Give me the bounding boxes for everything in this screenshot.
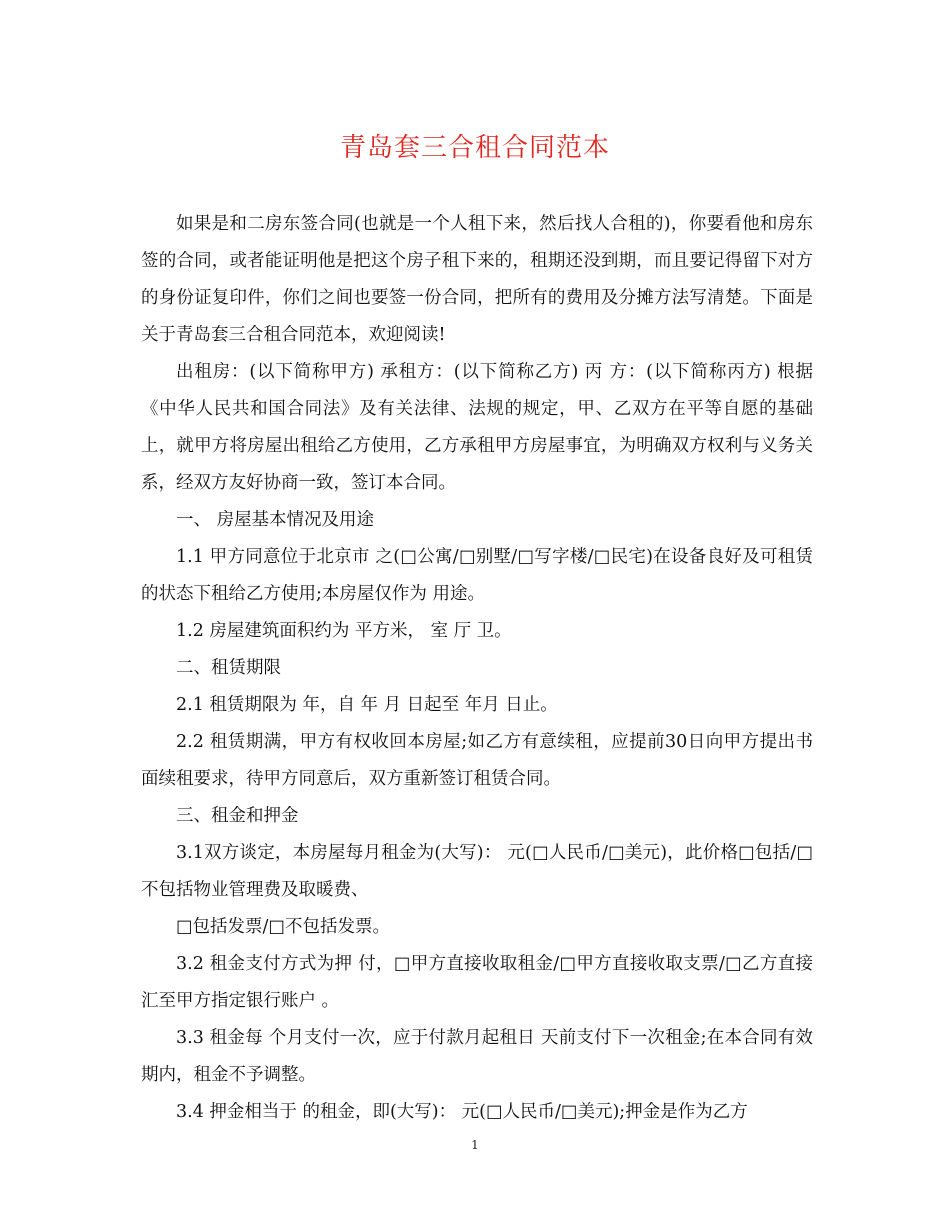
paragraph-intro: 如果是和二房东签合同(也就是一个人租下来，然后找人合租的)，你要看他和房东签的合同，或者能证明他是把这个房子租下来的，租期还没到期，而且要记得留下对方的身份证复印件，你们之间也要签一份合同，把所有的费用及分摊方法写清楚。下面是关于青岛套三合租合同范本，欢迎阅读!	[141, 214, 813, 345]
section-heading-2: 二、租赁期限	[176, 658, 281, 678]
clause-2-1: 2.1 租赁期限为 年，自 年 月 日起至 年月 日止。	[176, 695, 558, 715]
clause-3-1: 3.1双方谈定，本房屋每月租金为(大写)： 元(□人民币/□美元)，此价格□包括/□不包括物业管理费及取暖费、	[141, 843, 813, 900]
section-heading-1: 一、 房屋基本情况及用途	[176, 510, 375, 530]
clause-1-1: 1.1 甲方同意位于北京市 之(□公寓/□别墅/□写字楼/□民宅)在设备良好及可租赁的状态下租给乙方使用;本房屋仅作为 用途。	[141, 547, 813, 604]
document-title: 青岛套三合租合同范本	[339, 133, 610, 163]
clause-3-2: 3.2 租金支付方式为押 付，□甲方直接收取租金/□甲方直接收取支票/□乙方直接汇至甲方指定银行账户 。	[141, 954, 813, 1011]
clause-2-2: 2.2 租赁期满，甲方有权收回本房屋;如乙方有意续租，应提前30日向甲方提出书面续租要求，待甲方同意后，双方重新签订租赁合同。	[141, 732, 813, 789]
page-number: 1	[471, 1138, 479, 1152]
clause-3-4: 3.4 押金相当于 的租金，即(大写)： 元(□人民币/□美元);押金是作为乙方	[176, 1102, 748, 1122]
clause-3-1-continued: □包括发票/□不包括发票。	[176, 917, 390, 937]
document-body	[141, 206, 813, 1131]
paragraph-parties: 出租房：(以下简称甲方) 承租方：(以下简称乙方) 丙 方：(以下简称丙方) 根据《中华人民共和国合同法》及有关法律、法规的规定，甲、乙双方在平等自愿的基础上，就甲方将房屋出租给乙方使用，乙方承租甲方房屋事宜，为明确双方权利与义务关系，经双方友好协商一致，签订本合同。	[141, 362, 813, 493]
clause-3-3: 3.3 租金每 个月支付一次，应于付款月起租日 天前支付下一次租金;在本合同有效期内，租金不予调整。	[141, 1028, 813, 1085]
clause-1-2: 1.2 房屋建筑面积约为 平方米， 室 厅 卫。	[176, 621, 512, 641]
section-heading-3: 三、租金和押金	[176, 806, 299, 826]
